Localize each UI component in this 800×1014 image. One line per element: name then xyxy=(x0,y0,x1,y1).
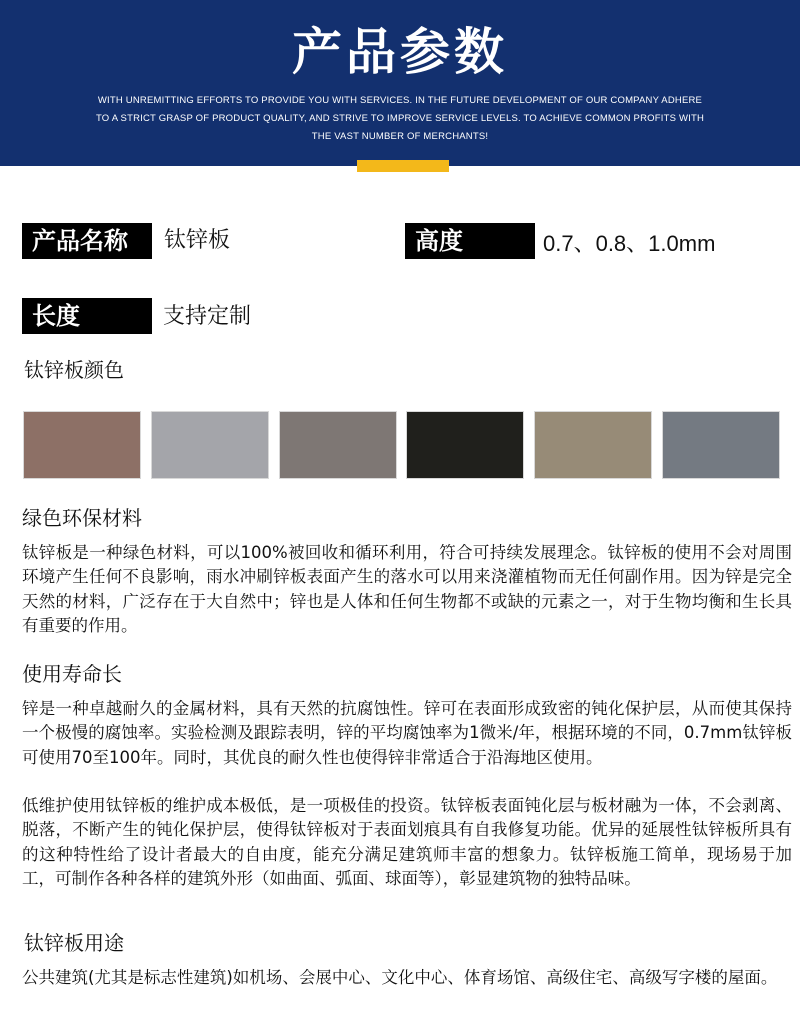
section-paragraph-usage: 公共建筑(尤其是标志性建筑)如机场、会展中心、文化中心、体育场馆、高级住宅、高级写字楼的屋面。 xyxy=(22,968,778,987)
color-swatch xyxy=(662,411,780,479)
color-swatch xyxy=(534,411,652,479)
color-swatch xyxy=(23,411,141,479)
header-banner xyxy=(0,0,800,166)
section-paragraph-lifespan-1: 锌是一种卓越耐久的金属材料，具有天然的抗腐蚀性。锌可在表面形成致密的钝化保护层，从而使其保持一个极慢的腐蚀率。实验检测及跟踪表明，锌的平均腐蚀率为1微米/年，根据环境的不同，0.7mm钛锌板可使用70至100年。同时，其优良的耐久性也使得锌非常适合于沿海地区使用。 xyxy=(22,699,792,767)
section-paragraph-lifespan-2: 低维护使用钛锌板的维护成本极低，是一项极佳的投资。钛锌板表面钝化层与板材融为一体，不会剥离、脱落，不断产生的钝化保护层，使得钛锌板对于表面划痕具有自我修复功能。优异的延展性钛锌板所具有的这种特性给了设计者最大的自由度，能充分满足建筑师丰富的想象力。钛锌板施工简单，现场易于加工，可制作各种各样的建筑外形（如曲面、弧面、球面等），彰显建筑物的独特品味。 xyxy=(22,796,792,888)
section-title-usage: 钛锌板用途 xyxy=(24,931,124,955)
section-title-lifespan: 使用寿命长 xyxy=(22,662,122,686)
spec-label-length: 长度 xyxy=(22,298,152,334)
section-paragraph-green: 钛锌板是一种绿色材料，可以100%被回收和循环利用，符合可持续发展理念。钛锌板的使用不会对周围环境产生任何不良影响，雨水冲刷锌板表面产生的落水可以用来浇灌植物而无任何副作用。因为锌是完全天然的材料，广泛存在于大自然中；锌也是人体和任何生物都不或缺的元素之一，对于生物均衡和生长具有重要的作用。 xyxy=(22,543,792,635)
spec-value-height: 0.7、0.8、1.0mm xyxy=(543,231,716,256)
spec-label-name: 产品名称 xyxy=(22,223,152,259)
section-title-green: 绿色环保材料 xyxy=(22,506,142,530)
color-swatch xyxy=(279,411,397,479)
color-swatch xyxy=(151,411,269,479)
spec-label-height: 高度 xyxy=(405,223,535,259)
accent-bar xyxy=(357,160,449,172)
spec-value-length: 支持定制 xyxy=(163,304,252,329)
page-title: 产品参数 xyxy=(292,23,508,81)
color-swatch xyxy=(406,411,524,479)
spec-value-name: 钛锌板 xyxy=(164,228,231,253)
header-subtitle: WITH UNREMITTING EFFORTS TO PROVIDE YOU WITH SERVICES. IN THE FUTURE DEVELOPMENT OF OUR COMPANY ADHERE TO A STRICT GRASP OF PRODUCT QUALITY, AND STRIVE TO IMPROVE SERVICE LEVELS. TO ACHIEVE COMMON PROFITS WITH THE VAST NUMBER OF MERCHANTS! xyxy=(95,95,705,142)
colors-section-title: 钛锌板颜色 xyxy=(24,358,124,382)
